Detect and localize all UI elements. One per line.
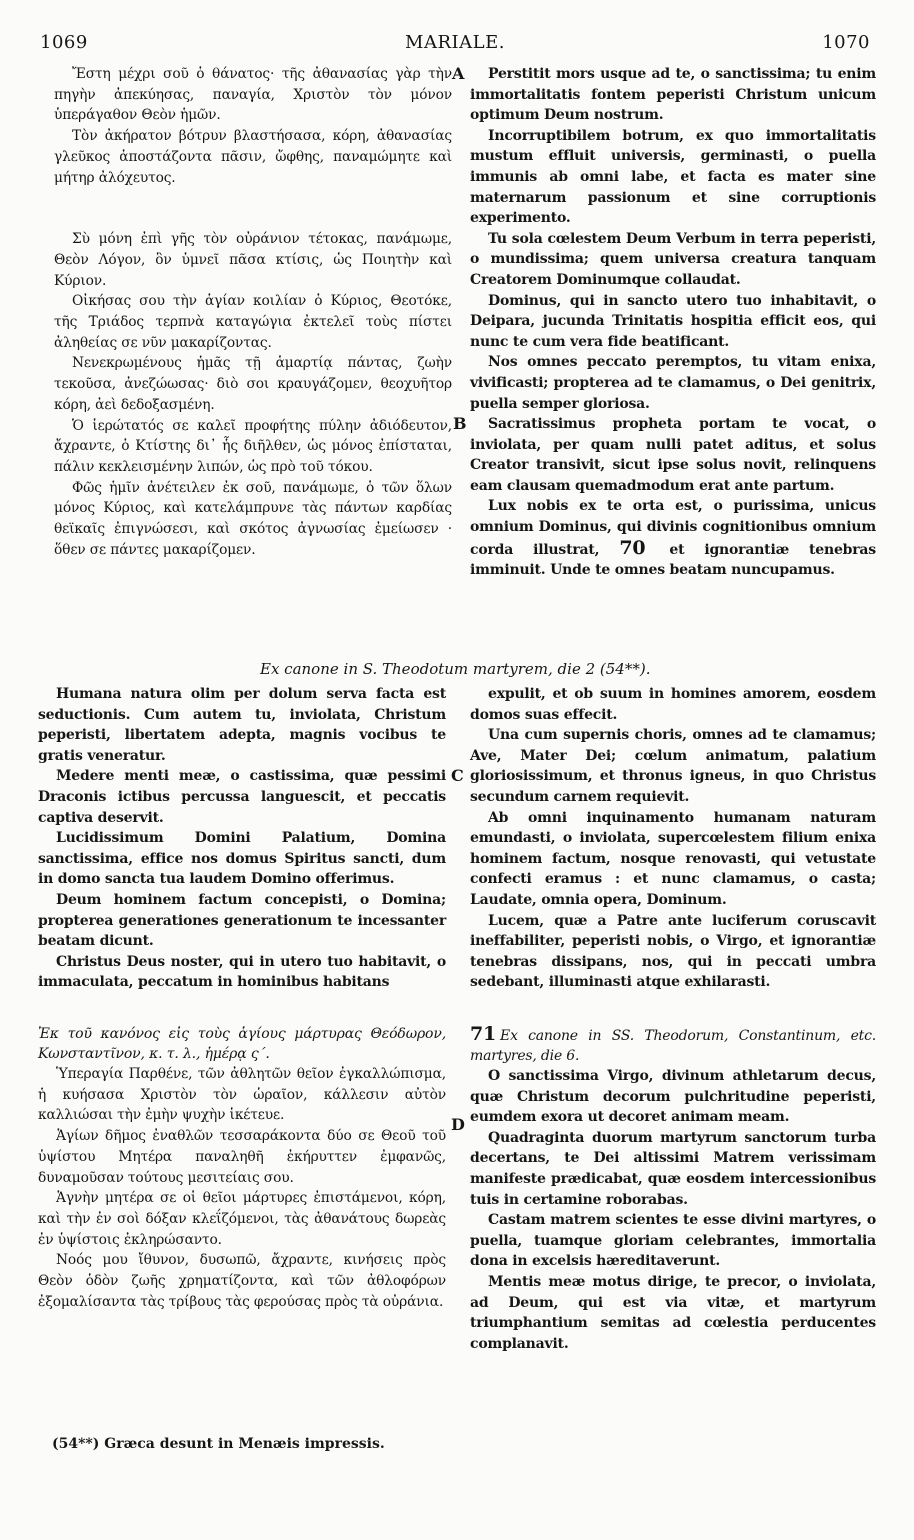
rubric-theodotum: Ex canone in S. Theodotum martyrem, die 2 (54**). [260, 660, 651, 678]
spacer [54, 188, 452, 229]
margin-marker-d: D [451, 1115, 465, 1134]
margin-marker-b: B [453, 414, 467, 433]
latin-paragraph: Ab omni inquinamento humanam naturam emundasti, o inviolata, supercœlestem filium enixa hominem factum, nosque renovasti, qui vetustate confecti eramus : et nunc clamamus, o casta; Laudate, omnia opera, Dominum. [470, 809, 876, 908]
latin-paragraph: Lucem, quæ a Patre ante luciferum coruscavit ineffabiliter, peperisti nobis, o Virgo, et ignorantiæ tenebras dissipans, nos, qui in peccati umbra sedebant, illuminasti atque exhilarasti. [470, 912, 876, 991]
latin-paragraph: Incorruptibilem botrum, ex quo immortalitatis mustum effluit universis, germinasti, o puella immunis ab omni labe, et facta es mater sine maternarum passionum et sine corruptionis experimento. [470, 127, 876, 227]
latin-text: et ignorantiæ tenebras imminuit. Unde te omnes beatam nuncupamus. [470, 541, 876, 579]
greek-column-top [54, 64, 452, 560]
greek-paragraph: Ἔστη μέχρι σοῦ ὁ θάνατος· τῆς ἀθανασίας γὰρ τὴν πηγὴν ἀπεκύησας, παναγία, Χριστὸν τὸν μόνον ὑπεράγαθον Θεὸν ἡμῶν. [54, 66, 452, 124]
latin-paragraph: Una cum supernis choris, omnes ad te clamamus; Ave, Mater Dei; cœlum animatum, palatium gloriosissimum, et thronus igneus, in quo Christus secundum carnem requievit. [470, 727, 876, 805]
latin-column-top [470, 64, 876, 581]
latin-paragraph: O sanctissima Virgo, divinum athletarum decus, quæ Christum decorum pulchritudine peperisti, eumdem exora ut decoret animam meam. [470, 1068, 876, 1126]
margin-marker-c: C [451, 766, 464, 785]
latin-paragraph: Castam matrem scientes te esse divini martyres, o puella, tuamque gloriam celebrantes, immortalia dona in excelsis hæreditaverunt. [470, 1212, 876, 1270]
latin-paragraph: expulit, et ob suum in homines amorem, eosdem domos suas effecit. [470, 686, 876, 723]
greek-paragraph: Σὺ μόνη ἐπὶ γῆς τὸν οὐράνιον τέτοκας, πανάμωμε, Θεὸν Λόγον, ὃν ὑμνεῖ πᾶσα κτίσις, ὡς Ποιητὴν καὶ Κύριον. [54, 231, 452, 289]
greek-paragraph: Ἁγίων δῆμος ἐναθλῶν τεσσαράκοντα δύο σε Θεοῦ τοῦ ὑψίστου Μητέρα παναληθῆ ἐκήρυττεν ἐμφανῶς, δυναμοῦσαν τούτους μεσιτείαις σου. [38, 1128, 446, 1186]
right-page-number: 1070 [822, 32, 870, 53]
greek-paragraph: Ὁ ἱερώτατός σε καλεῖ προφήτης πύλην ἀδιόδευτον, ἄχραντε, ὁ Κτίστης δι᾿ ἧς διῆλθεν, ὡς μόνος ἐπίσταται, πάλιν κεκλεισμένην λιπών, ὡς πρὸ τοῦ τόκου. [54, 417, 452, 475]
greek-paragraph: Φῶς ἡμῖν ἀνέτειλεν ἐκ σοῦ, πανάμωμε, ὁ τῶν ὅλων μόνος Κύριος, καὶ κατελάμπρυνε τὰς πάντων καρδίας θεϊκαῖς ἐπιγνώσεσι, καὶ σκότος ἀγνωσίας ἐμείωσεν · ὅθεν σε πάντες μακαρίζομεν. [54, 479, 452, 558]
greek-paragraph: Ἁγνὴν μητέρα σε οἱ θεῖοι μάρτυρες ἐπιστάμενοι, κόρη, καὶ τὴν ἐν σοὶ δόξαν κλεΐζόμενοι, τὰς ἀθανάτους δωρεὰς ἐν ὑψίστοις ἐκληρώσαντο. [38, 1190, 446, 1248]
greek-paragraph: Οἰκήσας σου τὴν ἁγίαν κοιλίαν ὁ Κύριος, Θεοτόκε, τῆς Τριάδος τερπνὰ καταγώγια ἐκτελεῖ τοὺς πίστει ἀληθείας σε νῦν μακαρίζοντας. [54, 293, 452, 351]
greek-paragraph: Ὑπεραγία Παρθένε, τῶν ἀθλητῶν θεῖον ἐγκαλλώπισμα, ἡ κυήσασα Χριστὸν τὸν ὡραῖον, κάλλεσιν αὐτὸν καλλιώσαι τὴν ἐμὴν ψυχὴν ἱκέτευε. [38, 1066, 446, 1124]
latin-paragraph: Quadraginta duorum martyrum sanctorum turba decertans, te Dei altissimi Matrem verissimam manifeste prædicabat, quæ eosdem intercessionibus tuis in certamine roborabas. [470, 1129, 876, 1208]
latin-paragraph [470, 496, 876, 580]
latin-paragraph: Perstitit mors usque ad te, o sanctissima; tu enim immortalitatis fontem peperisti Christum unicum optimum Deum nostrum. [470, 66, 876, 124]
latin-column-bottom [470, 1024, 876, 1354]
section-number-70: 70 [619, 536, 646, 559]
latin-paragraph: Dominus, qui in sancto utero tuo inhabitavit, o Deipara, jucunda Trinitatis hospitia efficit eos, qui nunc te cum vera fide beatificant. [470, 292, 876, 350]
latin-paragraph: Medere menti meæ, o castissima, quæ pessimi Draconis ictibus percussa languescit, et peccatis captiva deservit. [38, 768, 446, 826]
latin-column-mid-left [38, 684, 446, 993]
latin-text: Lux nobis ex te orta est, o purissima, unicus omnium Dominus, qui divinis cognitionibus omnium corda illustrat, [470, 498, 876, 558]
footnote: (54**) Græca desunt in Menæis impressis. [52, 1436, 385, 1452]
latin-heading-text: Ex canone in SS. Theodorum, Constantinum, etc. martyres, die 6. [470, 1028, 876, 1064]
greek-column-bottom [38, 1024, 446, 1312]
latin-section-heading [470, 1024, 876, 1066]
latin-paragraph: Tu sola cœlestem Deum Verbum in terra peperisti, o mundissima; quem universa creatura tanquam Creatorem Dominumque collaudat. [470, 230, 876, 288]
latin-paragraph: Deum hominem factum concepisti, o Domina; propterea generationes generationum te incessanter beatam dicunt. [38, 891, 446, 950]
latin-column-mid-right [470, 684, 876, 993]
greek-paragraph: Νοός μου ἴθυνον, δυσωπῶ, ἄχραντε, κινήσεις πρὸς Θεὸν ὁδὸν ζωῆς χρηματίζοντα, καὶ τῶν ἀθλοφόρων ἐξομαλίσαντα τὰς τρίβους τὰς φερούσας πρὸς τὰ οὐράνια. [38, 1252, 446, 1310]
running-header [40, 32, 870, 58]
latin-paragraph: Christus Deus noster, qui in utero tuo habitavit, o immaculata, peccatum in hominibus habitans [38, 953, 446, 991]
latin-paragraph: Nos omnes peccato peremptos, tu vitam enixa, vivificasti; propterea ad te clamamus, o Dei genitrix, puella semper gloriosa. [470, 354, 876, 412]
latin-paragraph: Sacratissimus propheta portam te vocat, o inviolata, per quam nulli patet aditus, et solus Creator transivit, sicut ipse solus novit, relinquens eam clausam quemadmodum erat ante partum. [470, 416, 876, 494]
greek-section-heading: Ἐκ τοῦ κανόνος εἰς τοὺς ἁγίους μάρτυρας Θεόδωρον, Κωνσταντῖνον, κ. τ. λ., ἡμέρᾳ ς΄. [38, 1026, 446, 1062]
greek-paragraph: Τὸν ἀκήρατον βότρυν βλαστήσασα, κόρη, ἀθανασίας γλεῦκος ἀποστάζοντα πᾶσιν, ὤφθης, παναμώμητε καὶ μήτηρ ἀλόχευτος. [54, 128, 452, 186]
running-title: MARIALE. [405, 32, 505, 53]
margin-marker-a: A [452, 64, 465, 83]
latin-paragraph: Mentis meæ motus dirige, te precor, o inviolata, ad Deum, qui est via vitæ, et martyrum triumphantium semitas ad cœlestia perducentes complanavit. [470, 1273, 876, 1352]
left-page-number: 1069 [40, 32, 88, 53]
latin-paragraph: Humana natura olim per dolum serva facta est seductionis. Cum autem tu, inviolata, Christum peperisti, libertatem adepta, magnis vocibus te gratis veneratur. [38, 686, 446, 764]
section-number-71: 71 [470, 1023, 497, 1045]
latin-paragraph: Lucidissimum Domini Palatium, Domina sanctissima, effice nos domus Spiritus sancti, dum in domo sancta tua laudem Domino offerimus. [38, 830, 446, 888]
greek-paragraph: Νενεκρωμένους ἡμᾶς τῇ ἁμαρτίᾳ πάντας, ζωὴν τεκοῦσα, ἀνεζώωσας· διὸ σοι κραυγάζομεν, θεοχυῆτορ κόρη, ἀεὶ δεδοξασμένη. [54, 355, 452, 413]
